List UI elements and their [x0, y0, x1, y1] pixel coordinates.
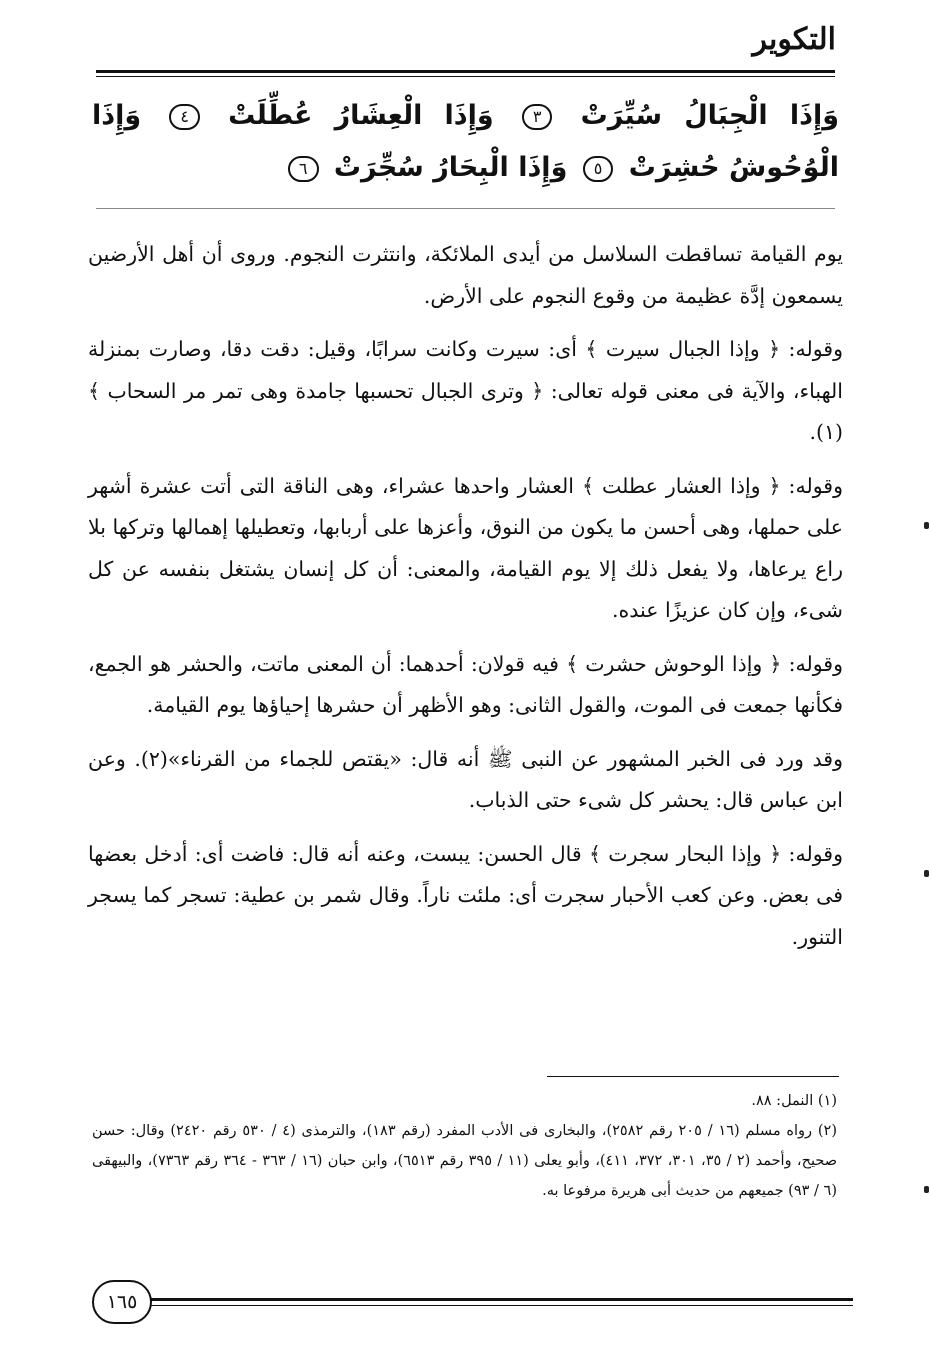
- footnote-1: (١) النمل: ٨٨.: [751, 1093, 837, 1109]
- scan-mark: [924, 870, 929, 877]
- ayah-number-3: ٣: [522, 104, 553, 130]
- footnote-divider: [547, 1076, 839, 1077]
- paragraph-5: وقد ورد فى الخبر المشهور عن النبى ﷺ أنه قال: «يقتص للجماء من القرناء»(٢). وعن ابن عباس قال: يحشر كل شىء حتى الذباب.: [88, 746, 843, 812]
- ayah-number-6: ٦: [288, 156, 319, 182]
- paragraph-1: يوم القيامة تساقطت السلاسل من أيدى الملائكة، وانتثرت النجوم. وروى أن أهل الأرضين يسمعون إدَّة عظيمة من وقوع النجوم على الأرض.: [88, 242, 843, 308]
- verse-5: وَإِذَا الْوُحُوشُ حُشِرَتْ: [92, 100, 839, 183]
- footer-rule-thin: [150, 1305, 853, 1306]
- scan-mark: [924, 1186, 929, 1193]
- paragraph-3: وقوله: ﴿ وإذا العشار عطلت ﴾ العشار واحدها عشراء، وهى الناقة التى أتت عشرة أشهر على حملها، وهى أحسن ما يكون من النوق، وأعزها على أربابها، وتعطيلها إهمالها وتركها بلا راع يرعاها، ولا يفعل ذلك إلا يوم القيامة، والمعنى: أن كل إنسان يشتغل بنفسه عن كل شىء، وإن كان عزيزًا عنده.: [88, 473, 843, 622]
- quran-verses: [92, 90, 839, 194]
- footnotes: [92, 1086, 837, 1206]
- commentary: [88, 234, 843, 970]
- verse-divider: [96, 208, 835, 209]
- running-head: التكوير: [752, 22, 836, 57]
- page-number: ١٦٥: [92, 1280, 152, 1324]
- paragraph-6: وقوله: ﴿ وإذا البحار سجرت ﴾ قال الحسن: يبست، وعنه أنه قال: فاضت أى: أدخل بعضها فى بعض. وعن كعب الأحبار سجرت أى: ملئت ناراً. وقال شمر بن عطية: تسجر كما يسجر التنور.: [88, 841, 843, 949]
- verse-3: وَإِذَا الْجِبَالُ سُيِّرَتْ: [580, 100, 839, 131]
- footer-rule: [150, 1298, 853, 1301]
- ayah-number-4: ٤: [169, 104, 200, 130]
- verse-6: وَإِذَا الْبِحَارُ سُجِّرَتْ: [333, 152, 568, 183]
- verse-4: وَإِذَا الْعِشَارُ عُطِّلَتْ: [228, 100, 494, 131]
- ayah-number-5: ٥: [583, 156, 614, 182]
- header-rule: [96, 70, 835, 73]
- paragraph-2: وقوله: ﴿ وإذا الجبال سيرت ﴾ أى: سيرت وكانت سرابًا، وقيل: دقت دقا، وصارت بمنزلة الهباء، والآية فى معنى قوله تعالى: ﴿ وترى الجبال تحسبها جامدة وهى تمر مر السحاب ﴾(١).: [88, 337, 843, 444]
- footnote-2: (٢) رواه مسلم (١٦ / ٢٠٥ رقم ٢٥٨٢)، والبخارى فى الأدب المفرد (رقم ١٨٣)، والترمذى (٤ / ٥٣٠ رقم ٢٤٢٠) وقال: حسن صحيح، وأحمد (٢ / ٣٥، ٣٠١، ٣٧٢، ٤١١)، وأبو يعلى (١١ / ٣٩٥ رقم ٦٥١٣)، وابن حبان (١٦ / ٣٦٣ - ٣٦٤ رقم ٧٣٦٣)، والبيهقى (٦ / ٩٣) جميعهم من حديث أبى هريرة مرفوعا به.: [92, 1123, 838, 1199]
- header-rule-thin: [96, 76, 835, 77]
- paragraph-4: وقوله: ﴿ وإذا الوحوش حشرت ﴾ فيه قولان: أحدهما: أن المعنى ماتت، والحشر هو الجمع، فكأنها جمعت فى الموت، والقول الثانى: وهو الأظهر أن حشرها إحياؤها يوم القيامة.: [88, 651, 843, 717]
- scan-mark: [924, 522, 929, 529]
